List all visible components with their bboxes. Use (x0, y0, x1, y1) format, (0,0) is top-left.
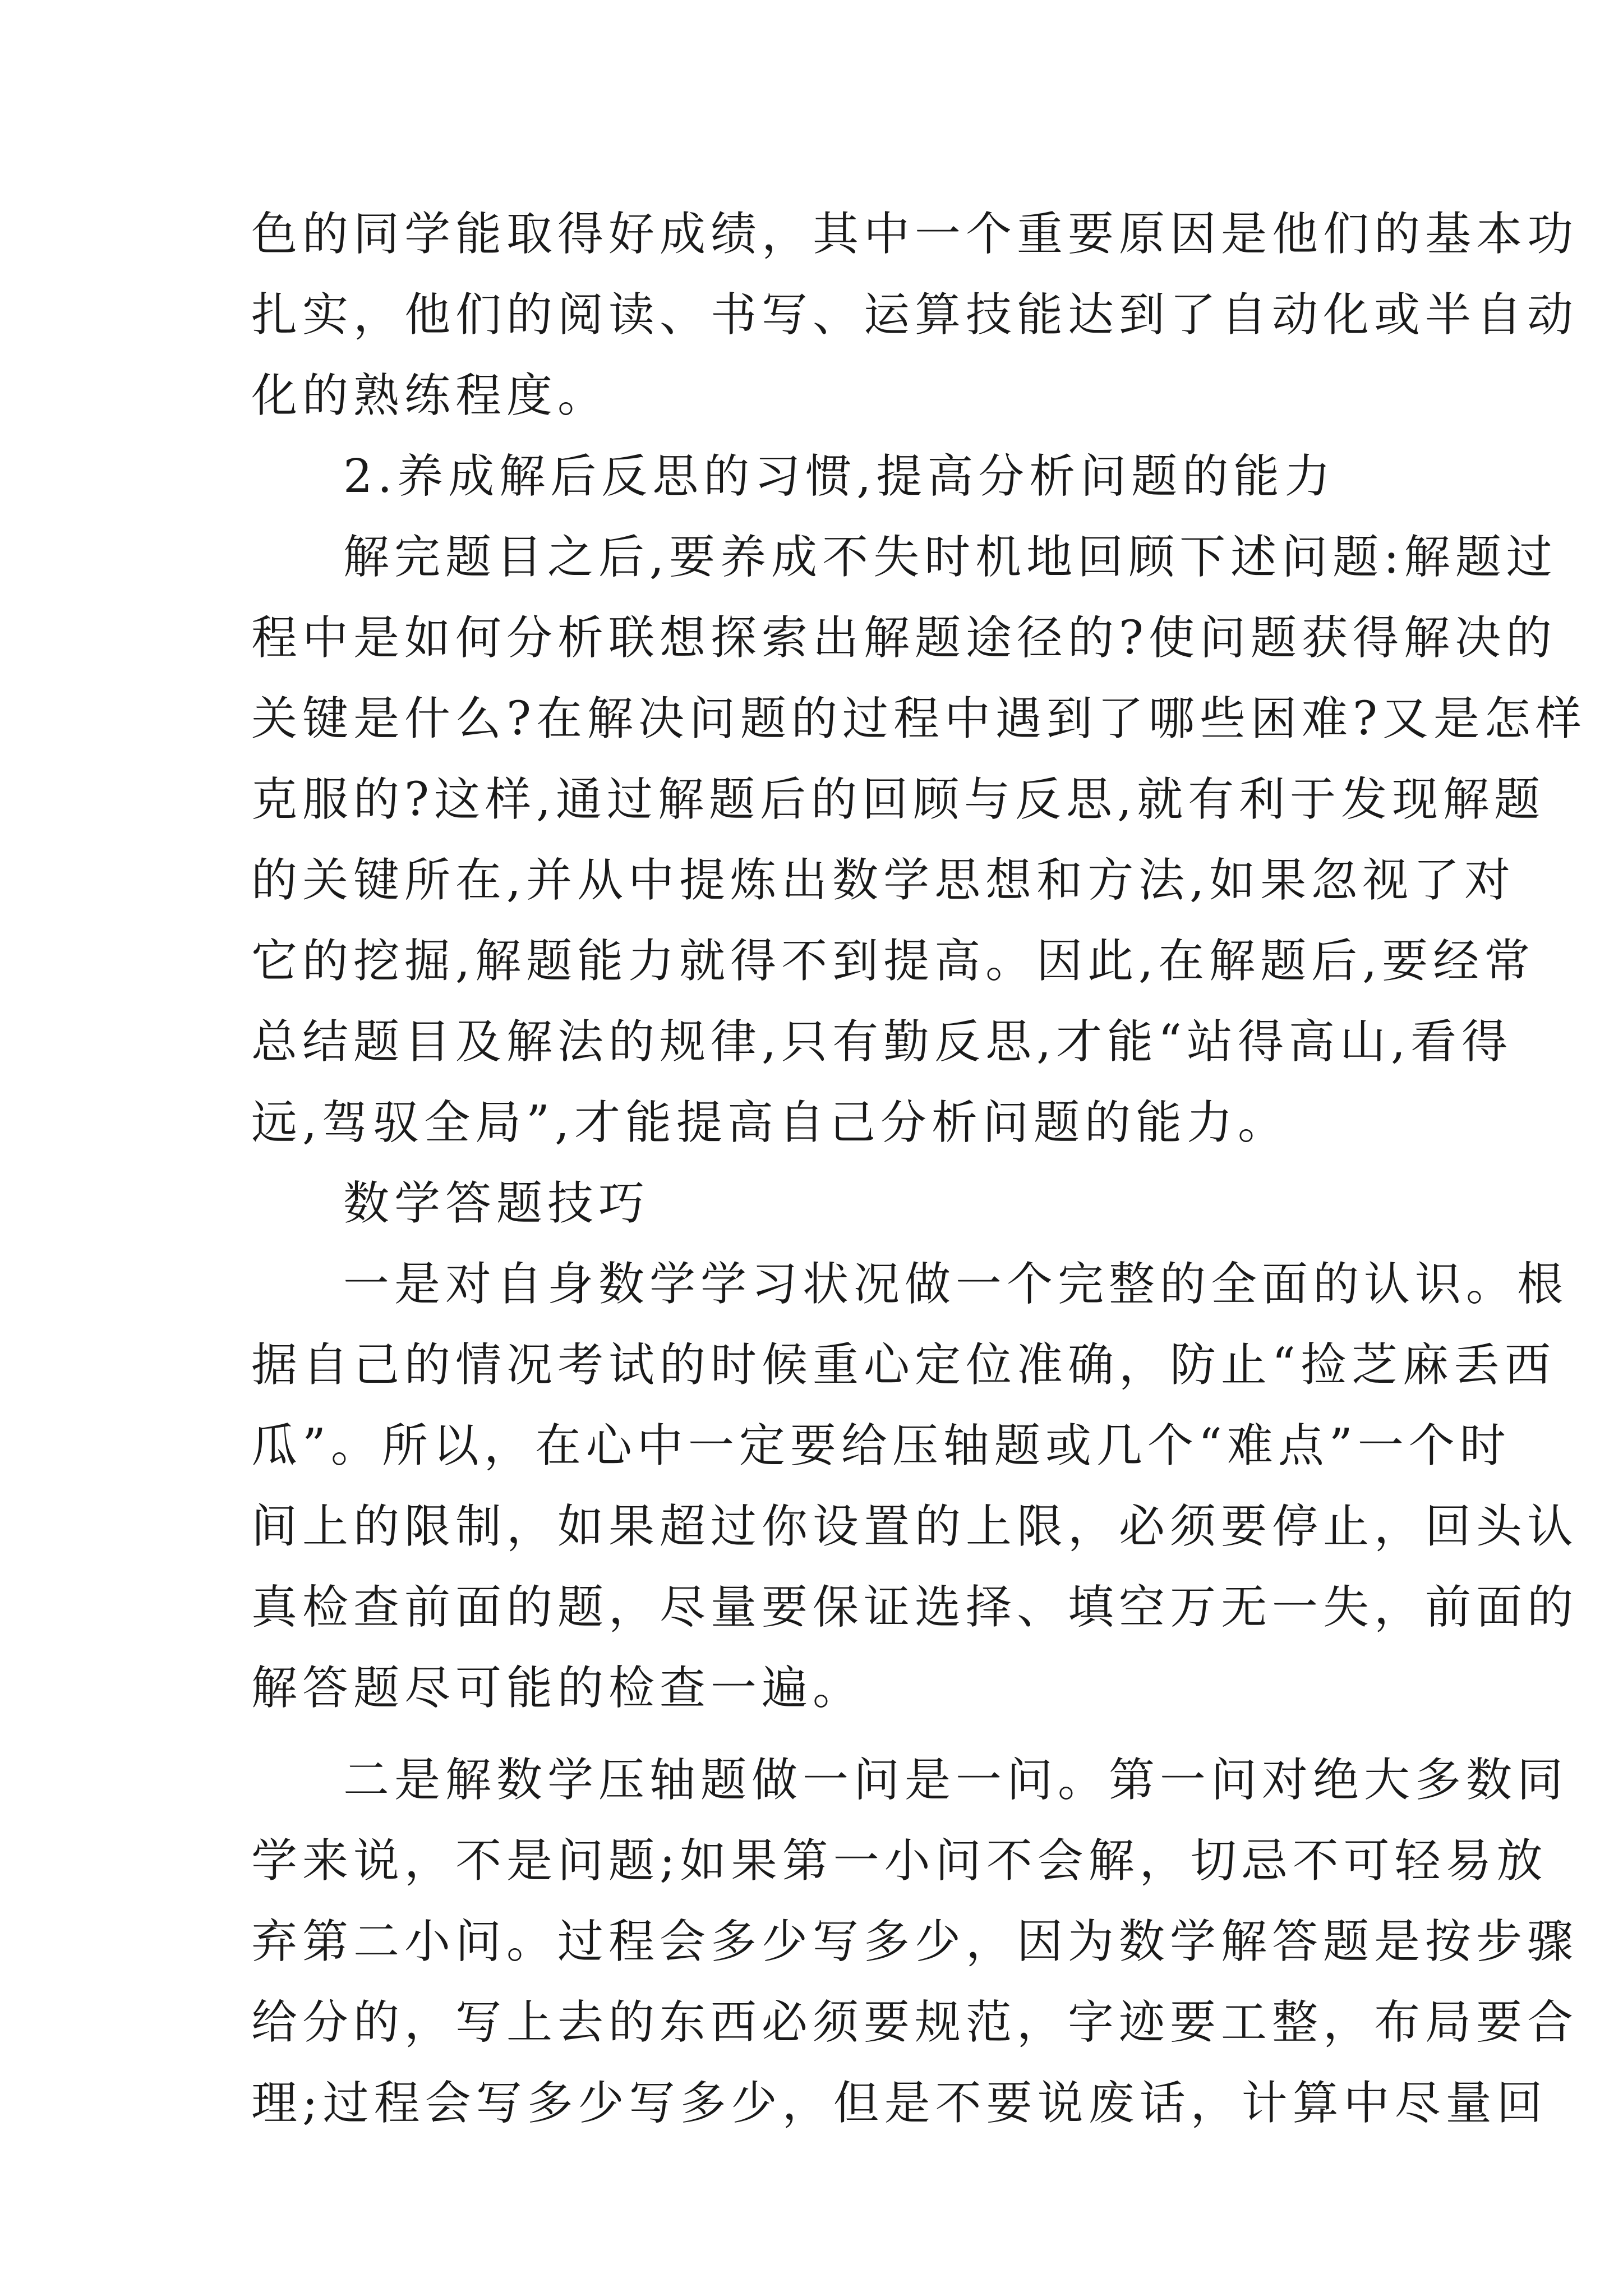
text-line: 一是对自身数学学习状况做一个完整的全面的认识。根 (343, 1258, 1569, 1311)
text-line: 瓜”。所以，在心中一定要给压轴题或几个“难点”一个时 (251, 1419, 1511, 1473)
text-line: 程中是如何分析联想探索出解题途径的?使问题获得解决的 (251, 611, 1557, 665)
text-line: 据自己的情况考试的时候重心定位准确，防止“捡芝麻丢西 (251, 1338, 1556, 1392)
section-heading: 2.养成解后反思的习惯,提高分析问题的能力 (343, 450, 1336, 503)
text-line: 扎实，他们的阅读、书写、运算技能达到了自动化或半自动 (251, 288, 1579, 342)
text-line: 的关键所在,并从中提炼出数学思想和方法,如果忽视了对 (251, 854, 1516, 907)
text-line: 二是解数学压轴题做一问是一问。第一问对绝大多数同 (343, 1754, 1569, 1807)
text-line: 远,驾驭全局”,才能提高自己分析问题的能力。 (251, 1096, 1289, 1149)
text-line: 解答题尽可能的检查一遍。 (251, 1662, 864, 1715)
text-line: 克服的?这样,通过解题后的回顾与反思,就有利于发现解题 (251, 773, 1546, 826)
text-line: 间上的限制，如果超过你设置的上限，必须要停止，回头认 (251, 1500, 1579, 1553)
text-line: 它的挖掘,解题能力就得不到提高。因此,在解题后,要经常 (251, 935, 1536, 988)
text-line: 弃第二小问。过程会多少写多少，因为数学解答题是按步骤 (251, 1915, 1579, 1968)
text-line: 色的同学能取得好成绩，其中一个重要原因是他们的基本功 (251, 208, 1579, 261)
text-line: 解完题目之后,要养成不失时机地回顾下述问题:解题过 (343, 531, 1557, 584)
text-line: 学来说，不是问题;如果第一小问不会解，切忌不可轻易放 (251, 1834, 1548, 1888)
text-line: 真检查前面的题，尽量要保证选择、填空万无一失，前面的 (251, 1581, 1579, 1634)
text-line: 给分的，写上去的东西必须要规范，字迹要工整，布局要合 (251, 1996, 1579, 2049)
section-heading: 数学答题技巧 (343, 1177, 650, 1230)
document-body (251, 194, 1587, 2144)
text-line: 总结题目及解法的规律,只有勤反思,才能“站得高山,看得 (251, 1015, 1513, 1069)
text-line: 理;过程会写多少写多少，但是不要说废话，计算中尽量回 (251, 2077, 1548, 2130)
text-line: 化的熟练程度。 (251, 369, 609, 422)
text-line: 关键是什么?在解决问题的过程中遇到了哪些困难?又是怎样 (251, 692, 1587, 746)
